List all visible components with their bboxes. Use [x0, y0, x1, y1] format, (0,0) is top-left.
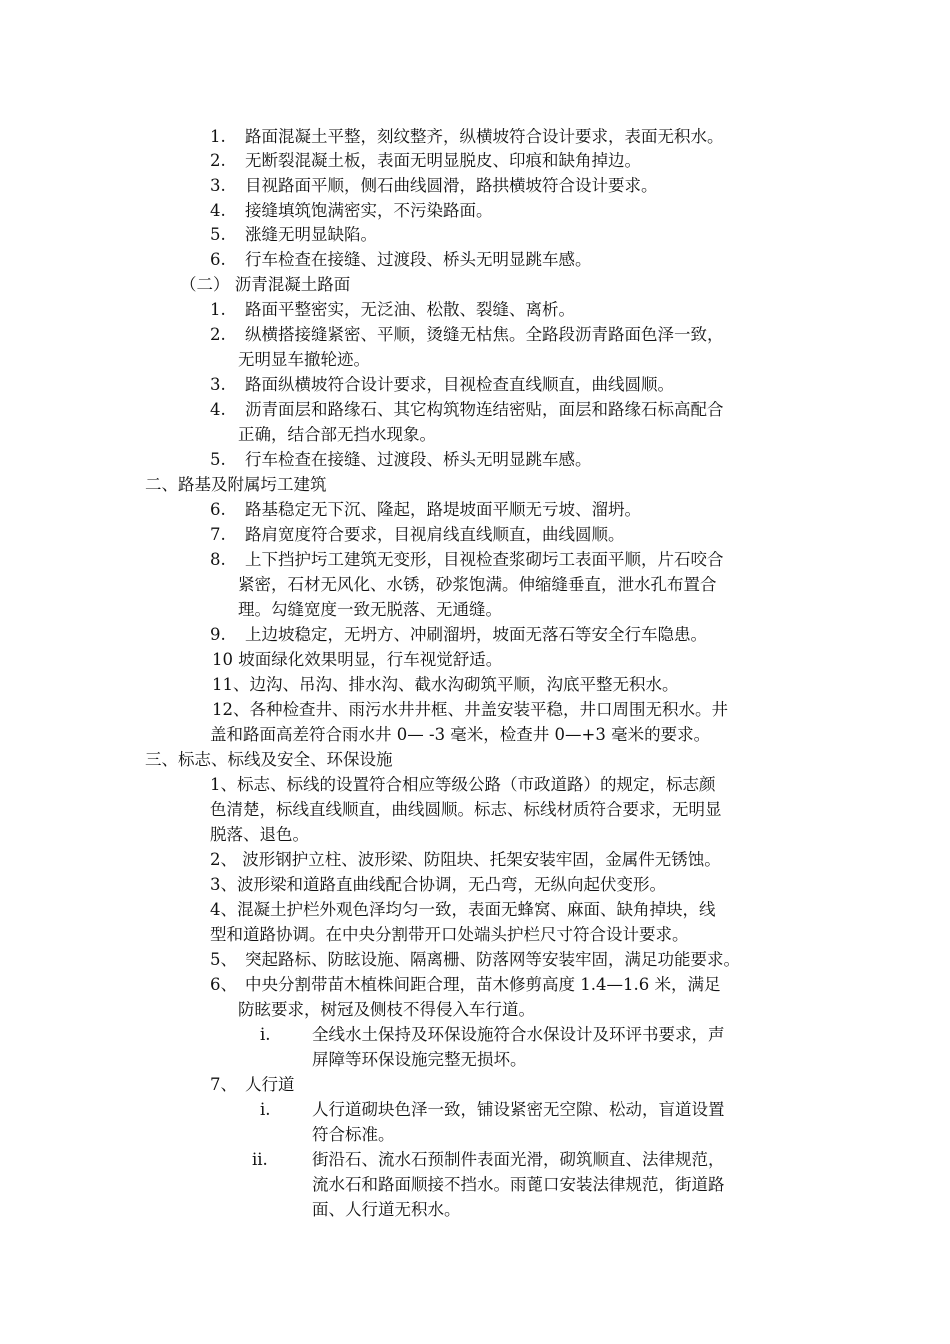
- list-item: 人行道: [245, 1075, 295, 1094]
- list-number: 5、: [210, 950, 237, 969]
- list-number: 9.: [210, 625, 226, 644]
- list-number: 6.: [210, 250, 226, 269]
- list-item: 上边坡稳定，无坍方、冲刷溜坍，坡面无落石等安全行车隐患。: [245, 625, 707, 644]
- list-item: 纵横搭接缝紧密、平顺，烫缝无枯焦。全路段沥青路面色泽一致，: [245, 325, 724, 344]
- list-item: 无断裂混凝土板，表面无明显脱皮、印痕和缺角掉边。: [245, 151, 641, 170]
- list-item-continuation: 防眩要求，树冠及侧枝不得侵入车行道。: [238, 1000, 535, 1019]
- list-item-continuation: 紧密，石材无风化、水锈，砂浆饱满。伸缩缝垂直，泄水孔布置合: [238, 575, 717, 594]
- list-item: 2、 波形钢护立柱、波形梁、防阻块、托架安装牢固，金属件无锈蚀。: [210, 850, 721, 869]
- list-item: 路面混凝土平整，刻纹整齐，纵横坡符合设计要求，表面无积水。: [245, 127, 724, 146]
- list-item: 12、各种检查井、雨污水井井框、井盖安装平稳，井口周围无积水。井: [212, 700, 728, 719]
- list-item: 路基稳定无下沉、隆起，路堤坡面平顺无亏坡、溜坍。: [245, 500, 641, 519]
- list-item: 上下挡护圬工建筑无变形，目视检查浆砌圬工表面平顺，片石咬合: [245, 550, 724, 569]
- list-number: 2.: [210, 325, 226, 344]
- list-number: 7.: [210, 525, 226, 544]
- sublist-item: 人行道砌块色泽一致，铺设紧密无空隙、松动，盲道设置: [312, 1100, 725, 1119]
- sublist-item: 街沿石、流水石预制件表面光滑，砌筑顺直、法律规范，: [312, 1150, 725, 1169]
- list-item: 路面平整密实，无泛油、松散、裂缝、离析。: [245, 300, 575, 319]
- sublist-item-continuation: 流水石和路面顺接不挡水。雨蓖口安装法律规范，街道路: [312, 1175, 725, 1194]
- list-item: 4、混凝土护栏外观色泽均匀一致，表面无蜂窝、麻面、缺角掉块，线: [210, 900, 716, 919]
- list-item: 中央分割带苗木植株间距合理，苗木修剪高度 1.4—1.6 米，满足: [245, 975, 721, 994]
- list-item: 路面纵横坡符合设计要求，目视检查直线顺直，曲线圆顺。: [245, 375, 674, 394]
- list-item: 涨缝无明显缺陷。: [245, 225, 377, 244]
- list-item-continuation: 无明显车撤轮迹。: [238, 350, 370, 369]
- sublist-item-continuation: 符合标准。: [312, 1125, 395, 1144]
- list-number: 5.: [210, 450, 226, 469]
- list-number: 3.: [210, 375, 226, 394]
- list-item: 沥青面层和路缘石、其它构筑物连结密贴，面层和路缘石标高配合: [245, 400, 724, 419]
- list-item: 3、波形梁和道路直曲线配合协调，无凸弯，无纵向起伏变形。: [210, 875, 666, 894]
- list-number: 8.: [210, 550, 226, 569]
- list-number: 1.: [210, 127, 226, 146]
- list-item: 行车检查在接缝、过渡段、桥头无明显跳车感。: [245, 250, 592, 269]
- sublist-number: ii.: [252, 1150, 268, 1169]
- list-number: 2.: [210, 151, 226, 170]
- list-item: 1、标志、标线的设置符合相应等级公路（市政道路）的规定，标志颜: [210, 775, 716, 794]
- sublist-item-continuation: 面、人行道无积水。: [312, 1200, 461, 1219]
- list-number: 4.: [210, 201, 226, 220]
- list-item: 10 坡面绿化效果明显，行车视觉舒适。: [212, 650, 503, 669]
- list-item: 路肩宽度符合要求，目视肩线直线顺直，曲线圆顺。: [245, 525, 625, 544]
- list-number: 6、: [210, 975, 237, 994]
- section-heading: 二、路基及附属圬工建筑: [145, 475, 327, 494]
- list-item: 突起路标、防眩设施、隔离栅、防落网等安装牢固，满足功能要求。: [245, 950, 740, 969]
- list-number: 7、: [210, 1075, 237, 1094]
- list-item-continuation: 型和道路协调。在中央分割带开口处端头护栏尺寸符合设计要求。: [210, 925, 689, 944]
- list-item: 行车检查在接缝、过渡段、桥头无明显跳车感。: [245, 450, 592, 469]
- list-item-continuation: 理。勾缝宽度一致无脱落、无通缝。: [238, 600, 502, 619]
- list-item-continuation: 脱落、退色。: [210, 825, 309, 844]
- list-item: 11、边沟、吊沟、排水沟、截水沟砌筑平顺，沟底平整无积水。: [212, 675, 679, 694]
- list-number: 4.: [210, 400, 226, 419]
- sublist-number: i.: [260, 1025, 271, 1044]
- subsection-heading: （二） 沥青混凝土路面: [180, 275, 351, 294]
- list-item: 接缝填筑饱满密实，不污染路面。: [245, 201, 493, 220]
- list-number: 5.: [210, 225, 226, 244]
- list-number: 1.: [210, 300, 226, 319]
- list-item-continuation: 色清楚，标线直线顺直，曲线圆顺。标志、标线材质符合要求，无明显: [210, 800, 722, 819]
- sublist-item: 全线水土保持及环保设施符合水保设计及环评书要求，声: [312, 1025, 725, 1044]
- section-heading: 三、标志、标线及安全、环保设施: [145, 750, 393, 769]
- list-item-continuation: 盖和路面高差符合雨水井 0— -3 毫米，检查井 0—+3 毫米的要求。: [210, 725, 711, 744]
- list-item: 目视路面平顺，侧石曲线圆滑，路拱横坡符合设计要求。: [245, 176, 658, 195]
- sublist-number: i.: [260, 1100, 271, 1119]
- sublist-item-continuation: 屏障等环保设施完整无损坏。: [312, 1050, 527, 1069]
- list-number: 3.: [210, 176, 226, 195]
- list-item-continuation: 正确，结合部无挡水现象。: [238, 425, 436, 444]
- list-number: 6.: [210, 500, 226, 519]
